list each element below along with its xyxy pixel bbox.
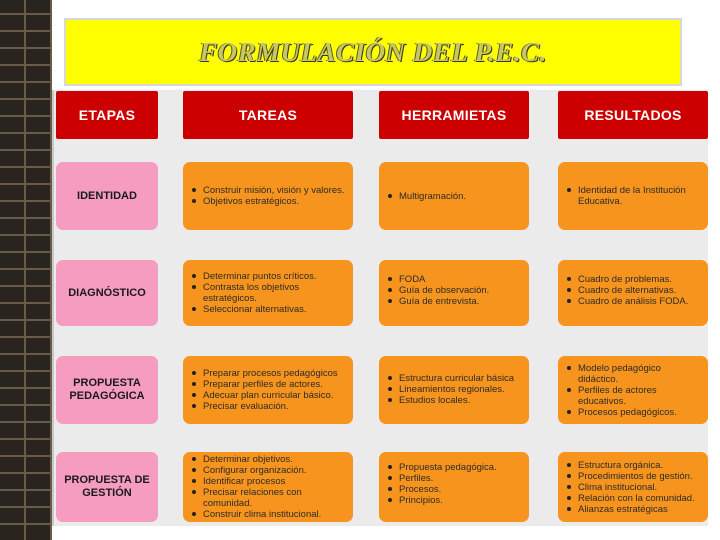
- stage-identidad: IDENTIDAD: [56, 162, 158, 230]
- stage-diagnostico: DIAGNÓSTICO: [56, 260, 158, 326]
- list-item: Lineamientos regionales.: [399, 384, 514, 395]
- page-title: FORMULACIÓN DEL P.E.C.: [199, 36, 547, 67]
- list-item: Perfiles de actores educativos.: [578, 385, 702, 407]
- list-item: Construir clima institucional.: [203, 509, 347, 520]
- tareas-cell: [183, 260, 353, 326]
- list-item: Procesos.: [399, 484, 497, 495]
- header-herramientas: HERRAMIETAS: [379, 91, 529, 139]
- tareas-cell: [183, 162, 353, 230]
- list-item: Precisar evaluación.: [203, 401, 338, 412]
- header-tareas: TAREAS: [183, 91, 353, 139]
- list-item: Guía de observación.: [399, 285, 490, 296]
- list-item: Cuadro de alternativas.: [578, 285, 688, 296]
- resultados-cell: [558, 356, 708, 424]
- list-item: Identidad de la Institución Educativa.: [578, 185, 702, 207]
- list-item: Procedimientos de gestión.: [578, 471, 695, 482]
- stage-propuesta-pedagogica: PROPUESTA PEDAGÓGICA: [56, 356, 158, 424]
- list-item: Contrasta los objetivos estratégicos.: [203, 282, 347, 304]
- list-item: Perfiles.: [399, 473, 497, 484]
- stage-propuesta-gestion: PROPUESTA DE GESTIÓN: [56, 452, 158, 522]
- brick-border: [0, 0, 52, 540]
- list-item: Construir misión, visión y valores.: [203, 185, 345, 196]
- resultados-cell: [558, 452, 708, 522]
- list-item: Configurar organización.: [203, 465, 347, 476]
- list-item: Principios.: [399, 495, 497, 506]
- list-item: Estudios locales.: [399, 395, 514, 406]
- list-item: Cuadro de problemas.: [578, 274, 688, 285]
- list-item: Adecuar plan curricular básico.: [203, 390, 338, 401]
- tareas-cell: [183, 452, 353, 522]
- resultados-cell: [558, 162, 708, 230]
- herramientas-cell: [379, 452, 529, 522]
- list-item: Precisar relaciones con comunidad.: [203, 487, 347, 509]
- list-item: Clima institucional.: [578, 482, 695, 493]
- list-item: Propuesta pedagógica.: [399, 462, 497, 473]
- list-item: Preparar perfiles de actores.: [203, 379, 338, 390]
- list-item: Objetivos estratégicos.: [203, 196, 345, 207]
- list-item: Modelo pedagógico didáctico.: [578, 363, 702, 385]
- herramientas-cell: [379, 260, 529, 326]
- list-item: Seleccionar alternativas.: [203, 304, 347, 315]
- list-item: Procesos pedagógicos.: [578, 407, 702, 418]
- list-item: Multigramación.: [399, 190, 467, 202]
- list-item: Guía de entrevista.: [399, 296, 489, 307]
- list-item: Alianzas estratégicas: [578, 504, 695, 515]
- list-item: Estructura curricular básica: [399, 373, 515, 384]
- list-item: Identificar procesos: [203, 476, 347, 487]
- list-item: Preparar procesos pedagógicos: [203, 368, 338, 379]
- resultados-cell: [558, 260, 708, 326]
- list-item: FODA: [399, 274, 489, 285]
- list-item: Determinar objetivos.: [203, 454, 347, 465]
- tareas-cell: [183, 356, 353, 424]
- header-resultados: RESULTADOS: [558, 91, 708, 139]
- list-item: Cuadro de análisis FODA.: [578, 296, 689, 307]
- herramientas-cell: [379, 162, 529, 230]
- list-item: Determinar puntos críticos.: [203, 271, 347, 282]
- header-etapas: ETAPAS: [56, 91, 158, 139]
- list-item: Estructura orgánica.: [578, 460, 695, 471]
- title-banner: [64, 18, 682, 86]
- list-item: Relación con la comunidad.: [578, 492, 695, 504]
- herramientas-cell: [379, 356, 529, 424]
